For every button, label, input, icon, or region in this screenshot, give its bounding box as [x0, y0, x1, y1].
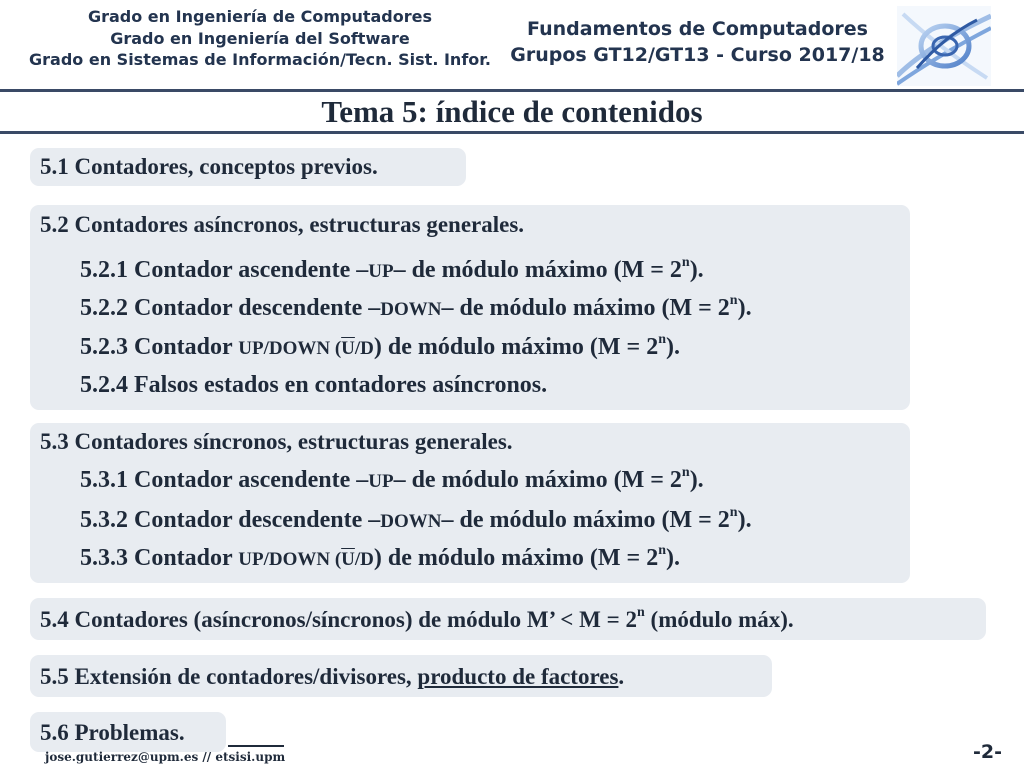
upm-swirl-logo-icon	[897, 6, 991, 86]
degree-line-2: Grado en Ingeniería del Software	[110, 28, 410, 48]
section-5-3-heading: 5.3 Contadores síncronos, estructuras generales.	[40, 429, 513, 454]
page-title: Tema 5: índice de contenidos	[321, 94, 703, 129]
footer-email: jose.gutierrez@upm.es // etsisi.upm	[45, 750, 286, 764]
product-of-factors-link[interactable]: producto de factores	[417, 664, 619, 689]
section-5-3-3: 5.3.3 Contador UP/DOWN $(\overline{U}/D)$ de módulo máximo $(M = 2^n)$.	[80, 543, 681, 571]
section-5-2-3: 5.2.3 Contador UP/DOWN $(\overline{U}/D)$ de módulo máximo $(M = 2^n)$.	[80, 332, 681, 360]
title-bottom-rule	[0, 131, 1024, 134]
degree-line-3: Grado en Sistemas de Información/Tecn. Sist. Infor.	[29, 50, 491, 69]
section-5-2-1: 5.2.1 Contador ascendente –UP– de módulo máximo $(M = 2^n)$.	[80, 255, 704, 283]
section-5-1: 5.1 Contadores, conceptos previos.	[40, 154, 378, 179]
section-5-4: 5.4 Contadores (asíncronos/síncronos) de módulo M’ < $M = 2^n$ (módulo máx).	[40, 605, 794, 632]
section-5-2-2: 5.2.2 Contador descendente –DOWN– de módulo máximo $(M = 2^n)$.	[80, 293, 752, 321]
section-5-2-4: 5.2.4 Falsos estados en contadores asíncronos.	[80, 372, 548, 398]
page-number: -2-	[973, 741, 1002, 763]
section-5-2-heading: 5.2 Contadores asíncronos, estructuras generales.	[40, 212, 525, 237]
section-5-3-1: 5.3.1 Contador ascendente –UP– de módulo máximo $(M = 2^n)$.	[80, 465, 704, 493]
blank-underline	[228, 745, 284, 747]
degrees-header	[10, 6, 510, 71]
course-name: Fundamentos de Computadores	[527, 18, 868, 40]
course-groups: Grupos GT12/GT13 - Curso 2017/18	[510, 44, 885, 66]
section-5-6: 5.6 Problemas.	[40, 720, 185, 745]
section-5-5: 5.5 Extensión de contadores/divisores, producto de factores.	[40, 664, 625, 689]
course-header	[505, 16, 890, 68]
section-5-3-2: 5.3.2 Contador descendente –DOWN– de módulo máximo $(M = 2^n)$.	[80, 505, 752, 533]
degree-line-1: Grado en Ingeniería de Computadores	[87, 7, 433, 26]
